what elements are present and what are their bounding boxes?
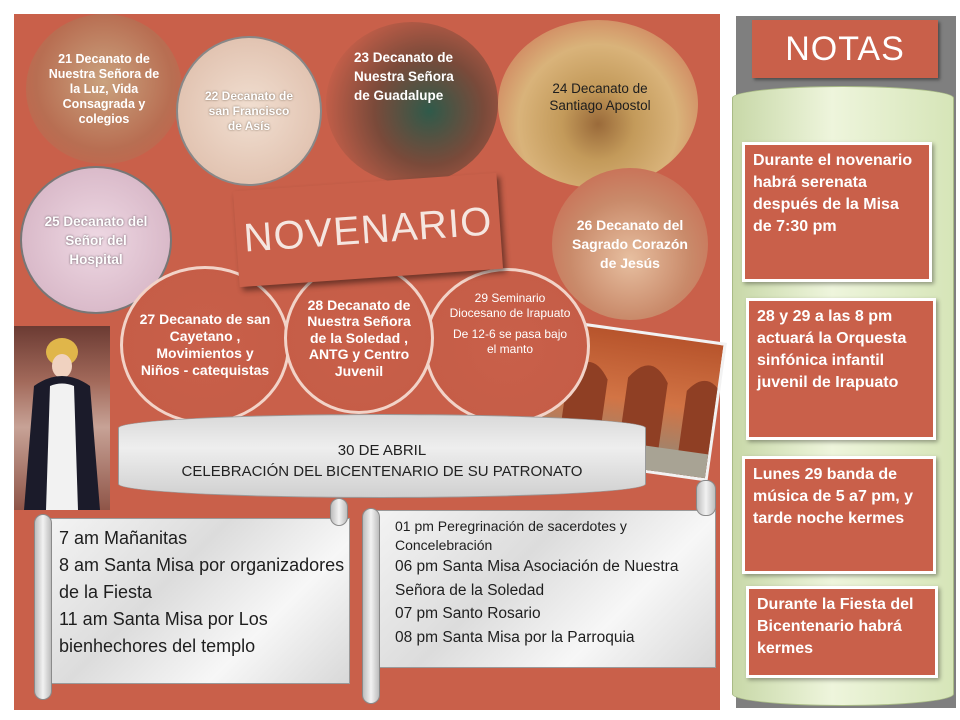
decanato-29-label: 29 Seminario Diocesano de Irapuato: [449, 291, 571, 320]
decanato-23-circle: [326, 22, 498, 184]
decanato-29-circle: [424, 268, 590, 424]
banner-title: CELEBRACIÓN DEL BICENTENARIO DE SU PATRONATO: [181, 463, 583, 480]
note-orquesta: 28 y 29 a las 8 pm actuará la Orquesta sinfónica infantil juvenil de Irapuato: [746, 298, 936, 440]
decanato-22-label: 22 Decanato de san Francisco de Asís: [204, 88, 294, 133]
scroll-roll-left-2: [362, 508, 380, 704]
notes-title: NOTAS: [752, 20, 938, 78]
decanato-26-circle: [552, 168, 708, 320]
decanato-26-label: 26 Decanato del Sagrado Corazón de Jesús: [572, 216, 688, 271]
morning-schedule-scroll: [42, 518, 350, 684]
decanato-24-circle: [498, 20, 698, 188]
decanato-28-circle: [284, 262, 434, 414]
decanato-27-label: 27 Decanato de san Cayetano , Movimientos y Niños - catequistas: [139, 311, 271, 378]
afternoon-schedule-scroll: [372, 510, 716, 668]
decanato-22-circle: [176, 36, 322, 186]
novenario-title: NOVENARIO: [233, 173, 503, 287]
schedule-item: 8 am Santa Misa por organizadores de la Fiesta: [59, 555, 345, 602]
decanato-24-label: 24 Decanato de Santiago Apostol: [549, 81, 651, 113]
decanato-21-label: 21 Decanato de Nuestra Señora de la Luz, Vida Consagrada y colegios: [48, 51, 160, 126]
schedule-item: 08 pm Santa Misa por la Parroquia: [395, 628, 635, 646]
note-banda: Lunes 29 banda de música de 5 a7 pm, y tarde noche kermes: [742, 456, 936, 574]
scroll-roll-left: [34, 514, 52, 700]
scroll-roll-top: [330, 498, 348, 526]
banner-date: 30 DE ABRIL: [337, 442, 427, 459]
schedule-item: 11 am Santa Misa por Los bienhechores del templo: [59, 609, 268, 656]
note-kermes: Durante la Fiesta del Bicentenario habrá kermes: [746, 586, 938, 678]
bicentenario-banner: [118, 414, 646, 498]
decanato-25-label: 25 Decanato del Señor del Hospital: [44, 213, 148, 267]
schedule-item: 7 am Mañanitas: [59, 528, 188, 548]
decanato-23-label: 23 Decanato de Nuestra Señora de Guadalupe: [354, 50, 454, 103]
note-serenata: Durante el novenario habrá serenata después de la Misa de 7:30 pm: [742, 142, 932, 282]
scroll-roll-top-2: [696, 480, 716, 516]
schedule-item: 07 pm Santo Rosario: [395, 605, 541, 622]
decanato-29-note: De 12-6 se pasa bajo el manto: [452, 327, 568, 356]
decanato-21-circle: [26, 14, 182, 164]
decanato-28-label: 28 Decanato de Nuestra Señora de la Soledad , ANTG y Centro Juvenil: [307, 296, 411, 379]
schedule-item: 06 pm Santa Misa Asociación de Nuestra Señora de la Soledad: [395, 558, 679, 599]
virgin-statue-image: [14, 326, 110, 510]
schedule-item: 01 pm Peregrinación de sacerdotes y Concelebración: [395, 518, 627, 553]
decanato-27-circle: [120, 266, 290, 424]
